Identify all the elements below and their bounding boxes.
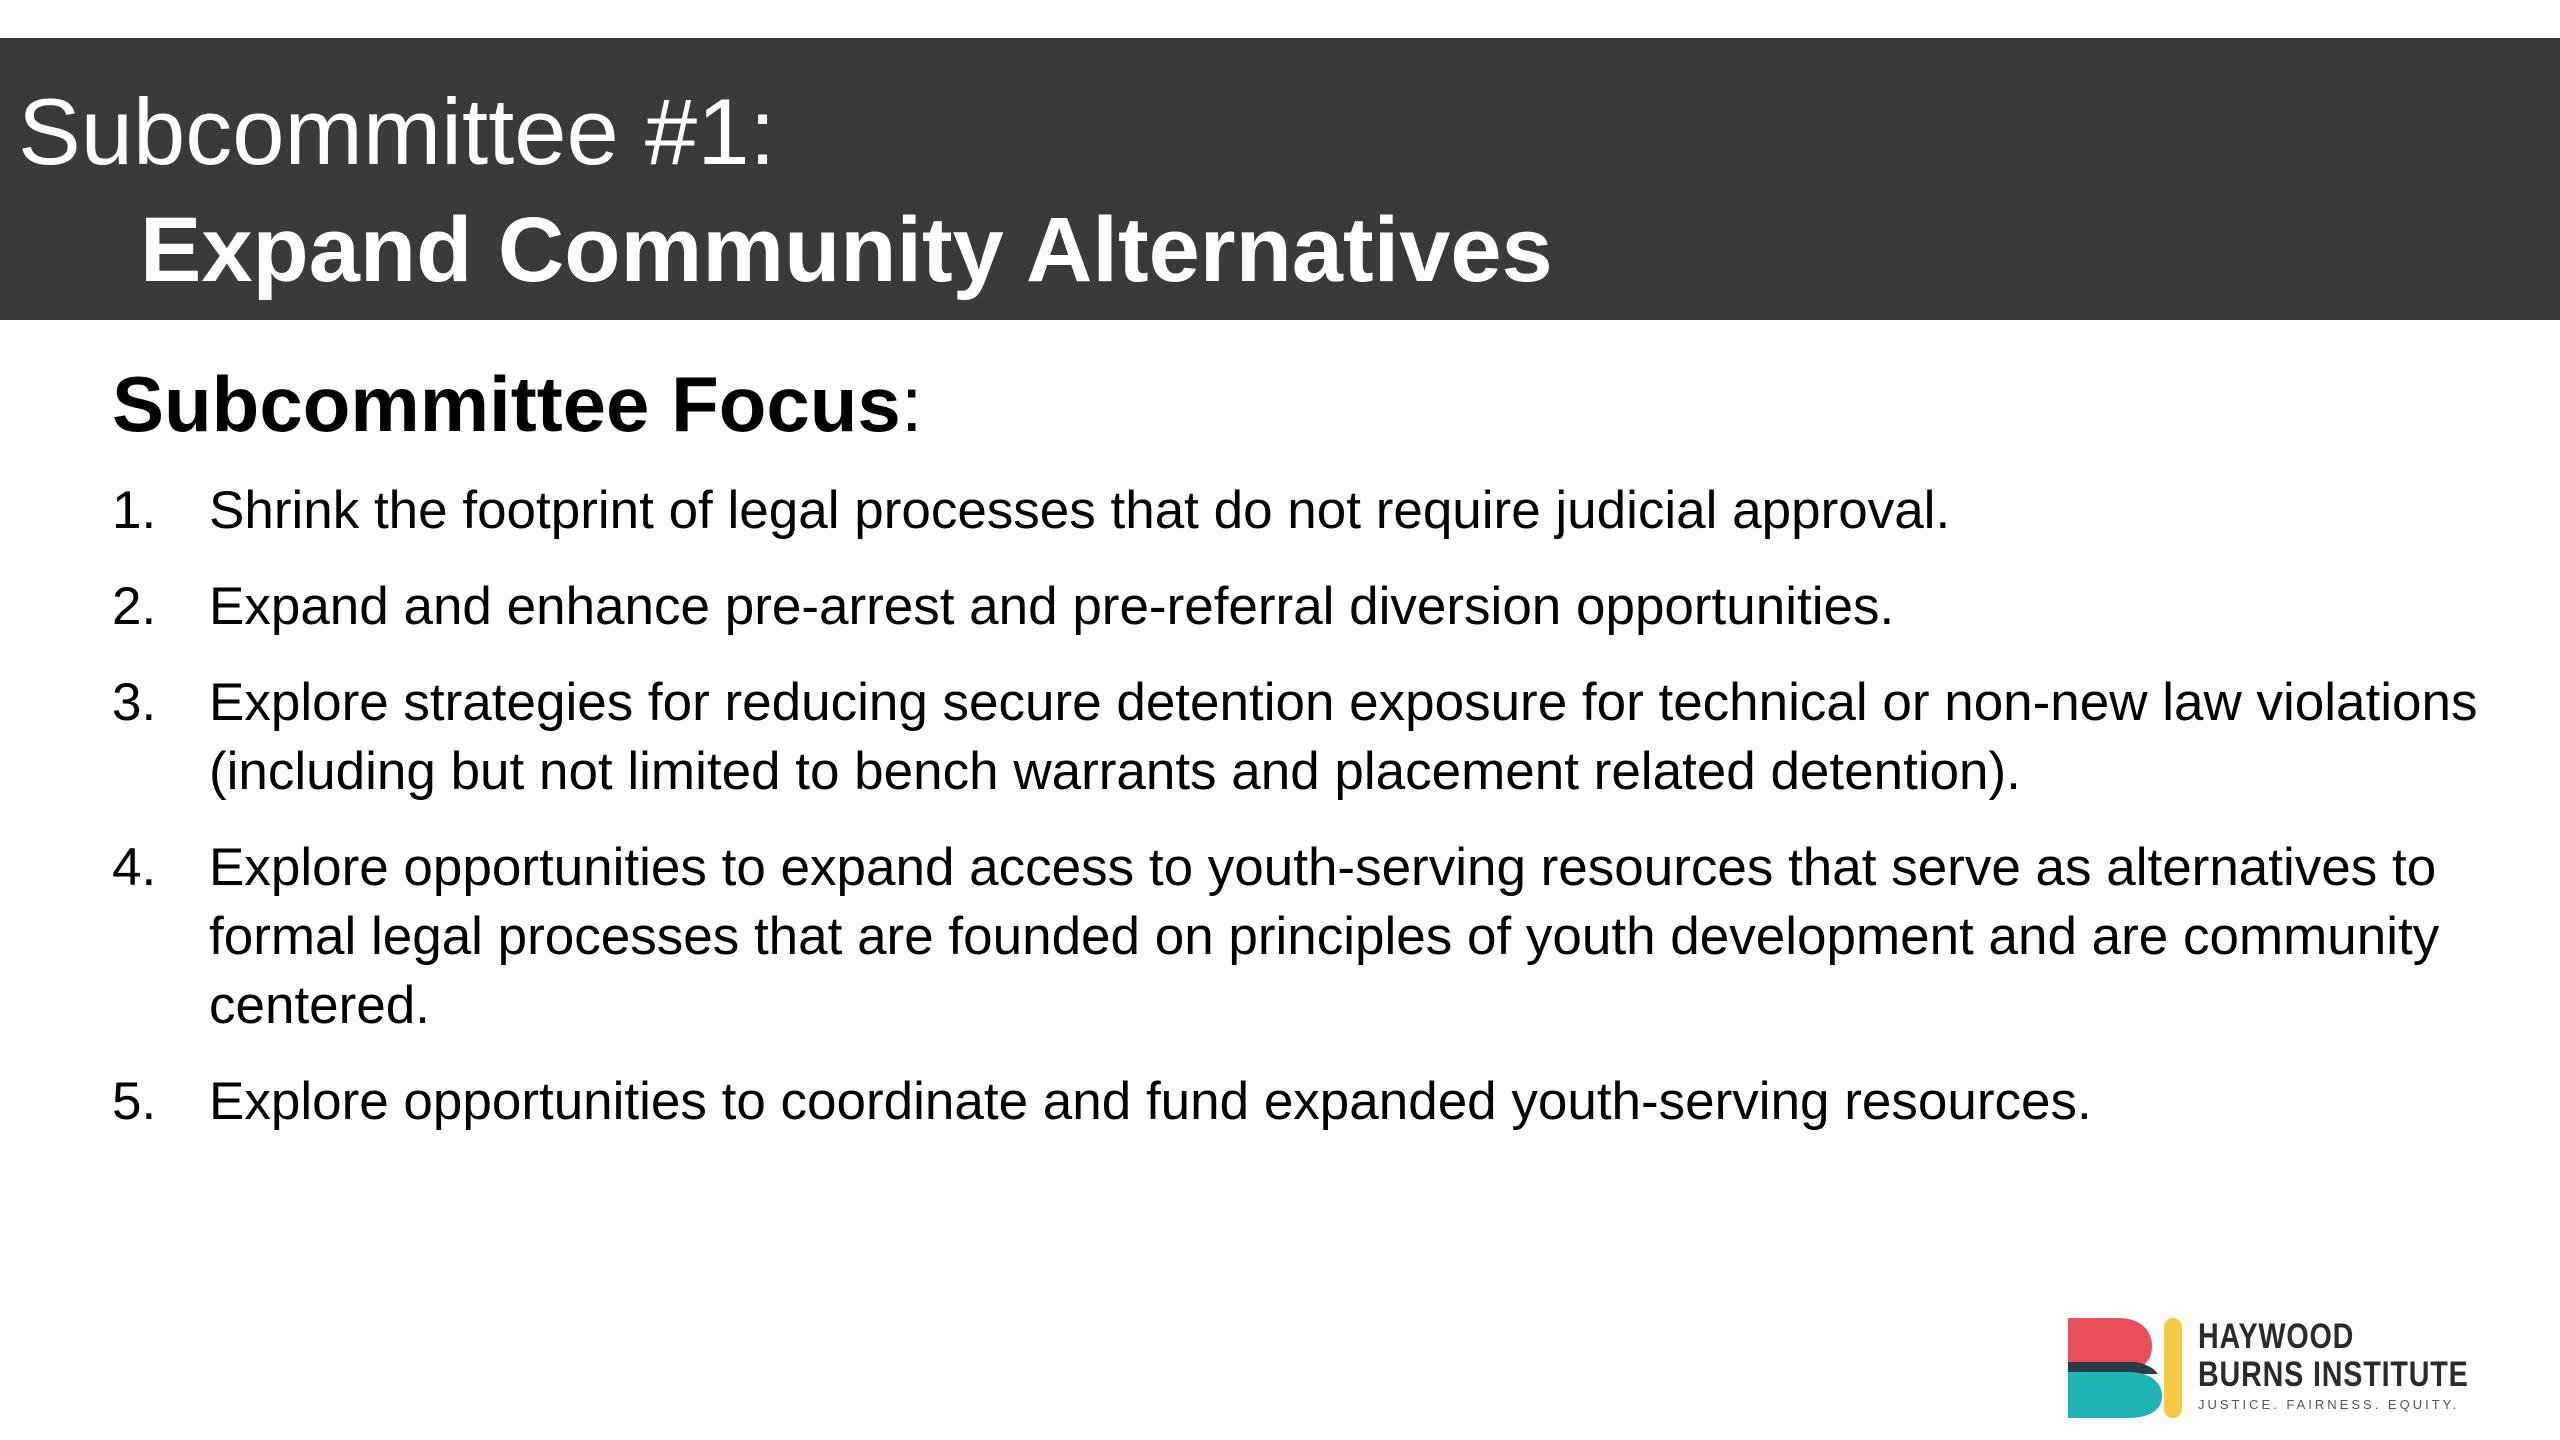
logo-line1: HAYWOOD — [2198, 1317, 2355, 1356]
list-item-text: Explore strategies for reducing secure detention exposure for technical or non-new law violations (including but not limited to bench warrants and placement related detention). — [209, 673, 2478, 801]
focus-heading — [112, 356, 922, 452]
slide-subtitle: Expand Community Alternatives — [140, 199, 1553, 301]
logo-i-bar — [2164, 1318, 2182, 1418]
list-item-text: Expand and enhance pre-arrest and pre-referral diversion opportunities. — [209, 577, 1895, 636]
list-item-text: Explore opportunities to expand access to youth-serving resources that serve as alternatives to formal legal processes that are founded on principles of youth development and are community centered. — [209, 838, 2440, 1035]
list-item — [112, 1067, 2492, 1136]
list-item-text: Explore opportunities to coordinate and fund expanded youth-serving resources. — [209, 1072, 2092, 1131]
list-item — [112, 833, 2492, 1040]
focus-heading-label: Subcommittee Focus — [112, 360, 901, 448]
focus-list — [112, 476, 2492, 1163]
list-item-number: 5. — [112, 1072, 157, 1131]
list-item-number: 2. — [112, 577, 157, 636]
logo-b-bottom — [2068, 1372, 2162, 1418]
logo-line2: BURNS INSTITUTE — [2198, 1355, 2469, 1394]
haywood-burns-logo — [2066, 1316, 2486, 1420]
list-item-number: 1. — [112, 481, 157, 540]
list-item-text: Shrink the footprint of legal processes that do not require judicial approval. — [209, 481, 1951, 540]
logo-wordmark — [2198, 1318, 2528, 1414]
list-item-number: 4. — [112, 838, 157, 897]
list-item — [112, 476, 2492, 545]
bi-logo-mark-icon — [2066, 1316, 2186, 1420]
slide-title: Subcommittee #1: — [18, 79, 776, 184]
list-item — [112, 572, 2492, 641]
logo-tagline: JUSTICE. FAIRNESS. EQUITY. — [2198, 1397, 2460, 1412]
list-item-number: 3. — [112, 673, 157, 732]
list-item — [112, 668, 2492, 806]
focus-heading-colon: : — [900, 360, 923, 448]
